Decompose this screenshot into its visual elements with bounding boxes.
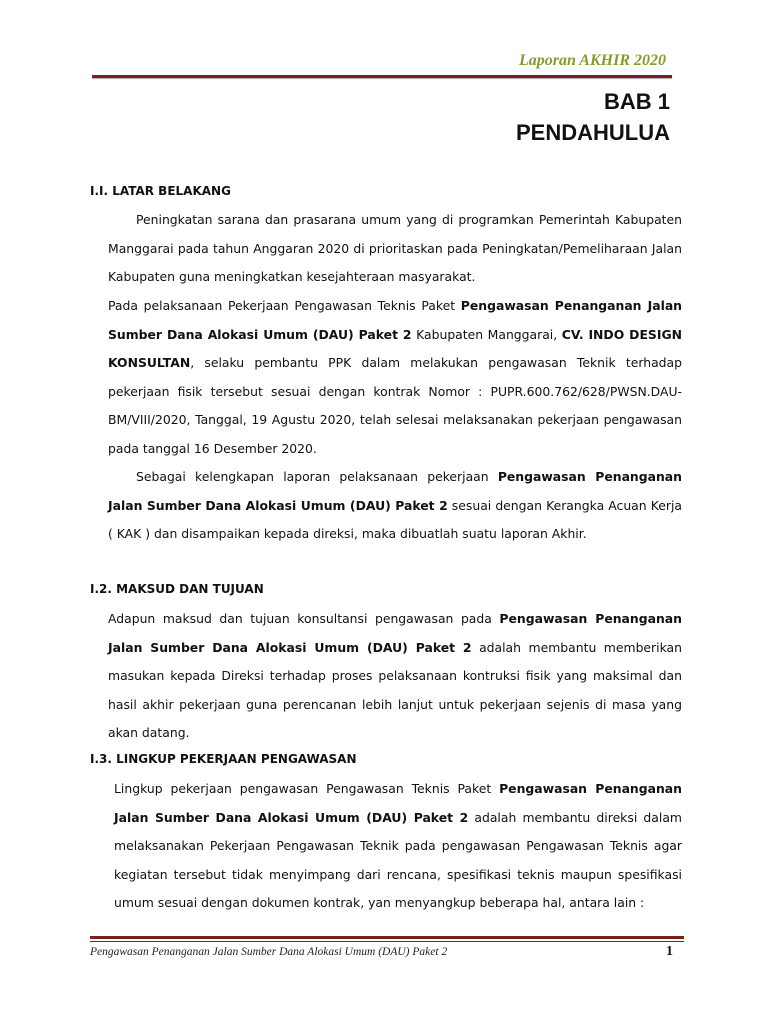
footer-divider-thin [90,941,684,942]
paragraph-text: sesuai dengan Kerangka Acuan Kerja ( KAK ) dan disampaikan kepada direksi, maka dibuatlah suatu laporan Akhir. [108,497,682,541]
project-name: Pengawasan Penanganan Jalan Sumber Dana Alokasi Umum (DAU) Paket 2 [108,469,682,513]
footer-divider [90,936,684,939]
paragraph-text: Kabupaten Manggarai, [411,326,562,342]
paragraph-text: Sebagai kelengkapan laporan pelaksanaan pekerjaan [136,469,498,484]
paragraph-text: Lingkup pekerjaan pengawasan Pengawasan Teknis Paket [114,781,500,796]
paragraph-lingkup-1 [114,775,682,918]
header-divider [92,75,672,78]
paragraph-text: Pada pelaksanaan Pekerjaan Pengawasan Teknis Paket [108,298,461,313]
footer-text: Pengawasan Penanganan Jalan Sumber Dana Alokasi Umum (DAU) Paket 2 [90,946,448,958]
paragraph-text: adalah membantu memberikan masukan kepada Direksi terhadap proses pelaksanaan kontruksi fisik yang maksimal dan hasil akhir pekerjaan guna perencanan lebih lanjut untuk pekerjaan sejenis di masa yang akan datang. [108,639,682,740]
section-heading-maksud-tujuan: I.2. MAKSUD DAN TUJUAN [90,582,264,596]
section-heading-latar-belakang: I.I. LATAR BELAKANG [90,184,231,198]
paragraph-latar-2 [108,292,682,463]
chapter-heading [516,86,670,148]
chapter-title: PENDAHULUA [516,120,670,145]
section-heading-lingkup: I.3. LINGKUP PEKERJAAN PENGAWASAN [90,752,357,766]
paragraph-latar-1 [108,206,682,292]
paragraph-text: Adapun maksud dan tujuan konsultansi pengawasan pada [108,611,500,626]
consultant-name: CV. INDO DESIGN KONSULTAN [108,326,682,370]
paragraph-text: , selaku pembantu PPK dalam melakukan pengawasan Teknik terhadap pekerjaan fisik tersebut sesuai dengan kontrak Nomor : PUPR.600.762/628/PWSN.DAU-BM/VIII/2020, Tanggal, 19 Agustu 2020, telah selesai melaksanakan pekerjaan pengawasan pada tanggal 16 Desember 2020. [108,355,682,456]
paragraph-maksud-1 [108,605,682,748]
project-name: Pengawasan Penanganan Jalan Sumber Dana Alokasi Umum (DAU) Paket 2 [108,298,682,342]
report-header-title: Laporan AKHIR 2020 [519,52,666,69]
project-name: Pengawasan Penanganan Jalan Sumber Dana Alokasi Umum (DAU) Paket 2 [108,611,682,655]
chapter-number: BAB 1 [603,89,670,114]
paragraph-text: Peningkatan sarana dan prasarana umum yang di programkan Pemerintah Kabupaten Manggarai pada tahun Anggaran 2020 di prioritaskan pada Peningkatan/Pemeliharaan Jalan Kabupaten guna meningkatkan kesejahteraan masyarakat. [108,212,682,284]
paragraph-text: adalah membantu direksi dalam melaksanakan Pekerjaan Pengawasan Teknik pada pengawasan Pengawasan Teknis agar kegiatan tersebut tidak menyimpang dari rencana, spesifikasi teknis maupun spesifikasi umum sesuai dengan dokumen kontrak, yan menyangkup beberapa hal, antara lain : [114,809,682,910]
page-number: 1 [666,944,673,959]
project-name: Pengawasan Penanganan Jalan Sumber Dana Alokasi Umum (DAU) Paket 2 [114,781,682,825]
paragraph-latar-3 [108,463,682,549]
